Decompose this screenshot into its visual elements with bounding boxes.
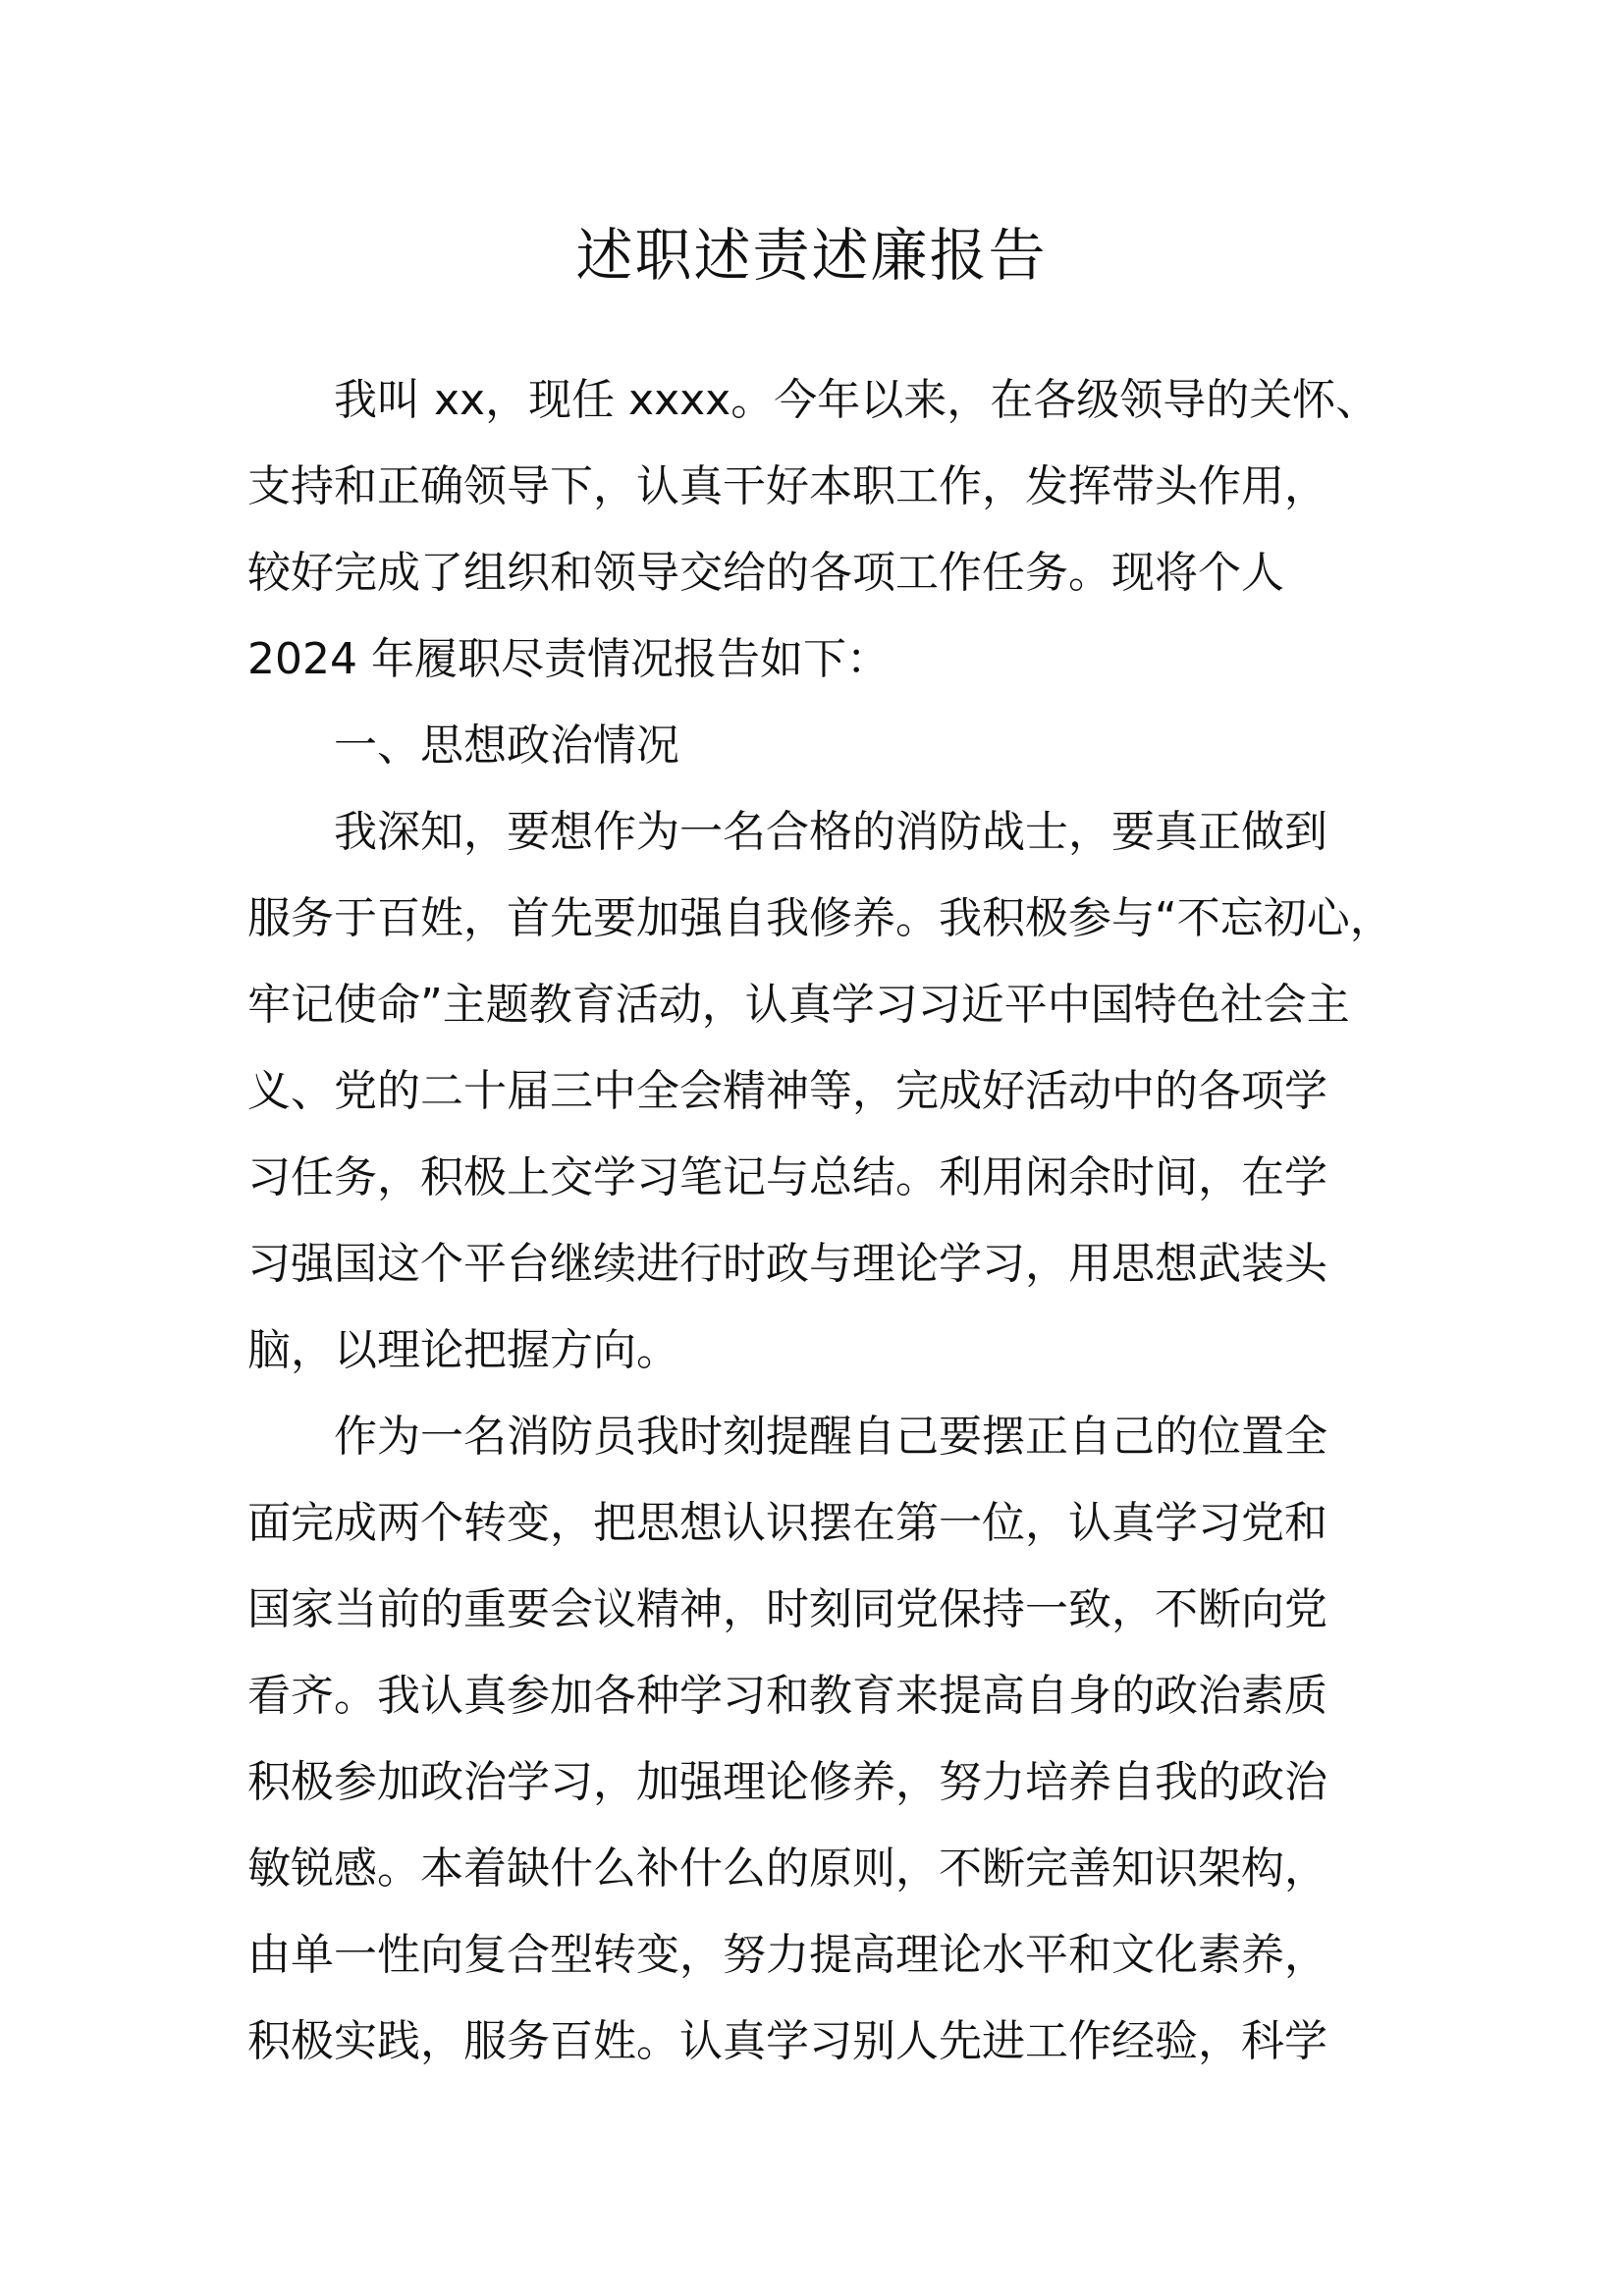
- text-line: 支持和正确领导下，认真干好本职工作，发挥带头作用，: [247, 461, 1327, 511]
- text-line: 服务于百姓，首先要加强自我修养。我积极参与“不忘初心，: [247, 893, 1393, 943]
- text-line: 习强国这个平台继续进行时政与理论学习，用思想武装头: [247, 1239, 1327, 1289]
- text-line: 国家当前的重要会议精神，时刻同党保持一致，不断向党: [247, 1584, 1327, 1634]
- text-line: 由单一性向复合型转变，努力提高理论水平和文化素养，: [247, 1930, 1327, 1980]
- text-line: 义、党的二十届三中全会精神等，完成好活动中的各项学: [247, 1066, 1327, 1116]
- text-line: 2024 年履职尽责情况报告如下：: [247, 634, 890, 684]
- text-line: 较好完成了组织和领导交给的各项工作任务。现将个人: [247, 548, 1284, 598]
- text-line: 积极实践，服务百姓。认真学习别人先进工作经验，科学: [247, 2016, 1327, 2066]
- text-line: 作为一名消防员我时刻提醒自己要摆正自己的位置全: [334, 1412, 1327, 1462]
- text-line: 积极参加政治学习，加强理论修养，努力培养自我的政治: [247, 1757, 1327, 1807]
- text-line: 敏锐感。本着缺什么补什么的原则，不断完善知识架构，: [247, 1843, 1327, 1894]
- text-line: 牢记使命”主题教育活动，认真学习习近平中国特色社会主: [247, 980, 1350, 1030]
- text-line: 习任务，积极上交学习笔记与总结。利用闲余时间，在学: [247, 1152, 1327, 1202]
- section-heading: 一、思想政治情况: [334, 721, 679, 771]
- text-line: 看齐。我认真参加各种学习和教育来提高自身的政治素质: [247, 1671, 1327, 1721]
- document-title: 述职述责述廉报告: [575, 222, 1048, 289]
- text-line: 我深知，要想作为一名合格的消防战士，要真正做到: [334, 807, 1327, 857]
- text-line: 我叫 xx，现任 xxxx。今年以来，在各级领导的关怀、: [334, 375, 1380, 425]
- text-line: 面完成两个转变，把思想认识摆在第一位，认真学习党和: [247, 1498, 1327, 1548]
- text-line: 脑，以理论把握方向。: [247, 1325, 679, 1375]
